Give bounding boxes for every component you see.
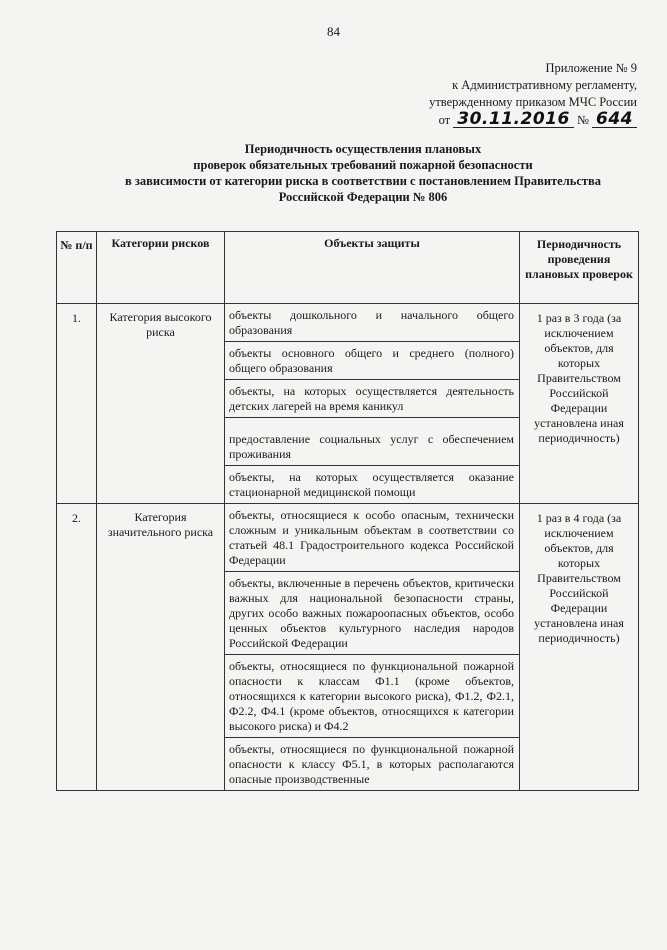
date-prefix: от — [438, 113, 451, 127]
row-number: 1. — [57, 304, 97, 504]
object-item: объекты, на которых осуществляется оказание стационарной медицинской помощи — [229, 470, 514, 499]
title-line-3: в зависимости от категории риска в соответствии с постановлением Правительства — [124, 174, 602, 188]
inspection-periodicity: 1 раз в 4 года (за исключением объектов, для которых Правительством Российской Федерации установлена иная периодичность) — [520, 504, 639, 791]
risk-category: Категория высокого риска — [97, 304, 225, 504]
header-objects: Объекты защиты — [225, 232, 520, 304]
row-number: 2. — [57, 504, 97, 791]
inspection-periodicity: 1 раз в 3 года (за исключением объектов, для которых Правительством Российской Федерации установлена иная периодичность) — [520, 304, 639, 504]
header-num: № п/п — [57, 232, 97, 304]
object-item: объекты, относящиеся по функциональной пожарной опасности к классам Ф1.1 (кроме объектов, относящихся к категории высокого риска), Ф1.2, Ф2.1, Ф2.2, Ф4.1 (кроме объектов, относящихся к категории высокого риска) и Ф4.2 — [225, 655, 519, 738]
object-item: объекты основного общего и среднего (полного) общего образования — [225, 342, 519, 380]
object-item: предоставление социальных услуг с обеспечением проживания — [225, 418, 519, 466]
handwritten-date: 30.11.2016 — [453, 111, 574, 128]
table-header-row — [57, 232, 639, 304]
appendix-order: утвержденному приказом МЧС России — [429, 95, 637, 109]
appendix-header — [429, 60, 637, 129]
title-line-4: Российской Федерации № 806 — [278, 190, 448, 204]
table-row — [57, 504, 639, 791]
table-row — [57, 304, 639, 504]
protection-objects — [225, 504, 520, 791]
header-category: Категории рисков — [97, 232, 225, 304]
header-periodicity: Периодичность проведения плановых проверок — [520, 232, 639, 304]
appendix-regulation: к Административному регламенту, — [452, 78, 637, 92]
object-item: объекты, относящиеся к особо опасным, технически сложным и уникальным объектам в соответствии со статьей 48.1 Градостроительного кодекса Российской Федерации — [225, 504, 519, 572]
appendix-date-line — [429, 111, 637, 129]
handwritten-number: 644 — [592, 111, 637, 128]
protection-objects — [225, 304, 520, 504]
object-item: объекты дошкольного и начального общего образования — [225, 304, 519, 342]
object-item: объекты, на которых осуществляется деятельность детских лагерей на время каникул — [225, 380, 519, 418]
periodicity-table — [56, 231, 639, 791]
risk-category: Категория значительного риска — [97, 504, 225, 791]
object-item: объекты, включенные в перечень объектов, критически важных для национальной безопасности страны, других особо важных пожароопасных объектов, особо ценных объектов культурного наследия народов Российской Федерации — [225, 572, 519, 655]
appendix-title: Приложение № 9 — [545, 61, 637, 75]
page-number: 84 — [327, 24, 340, 39]
title-line-1: Периодичность осуществления плановых — [244, 142, 482, 156]
title-line-2: проверок обязательных требований пожарной безопасности — [193, 158, 533, 172]
document-title — [100, 141, 626, 205]
number-prefix: № — [576, 113, 589, 127]
object-item: объекты, относящиеся по функциональной пожарной опасности к классу Ф5.1, в которых располагаются опасные производственные — [229, 742, 514, 786]
